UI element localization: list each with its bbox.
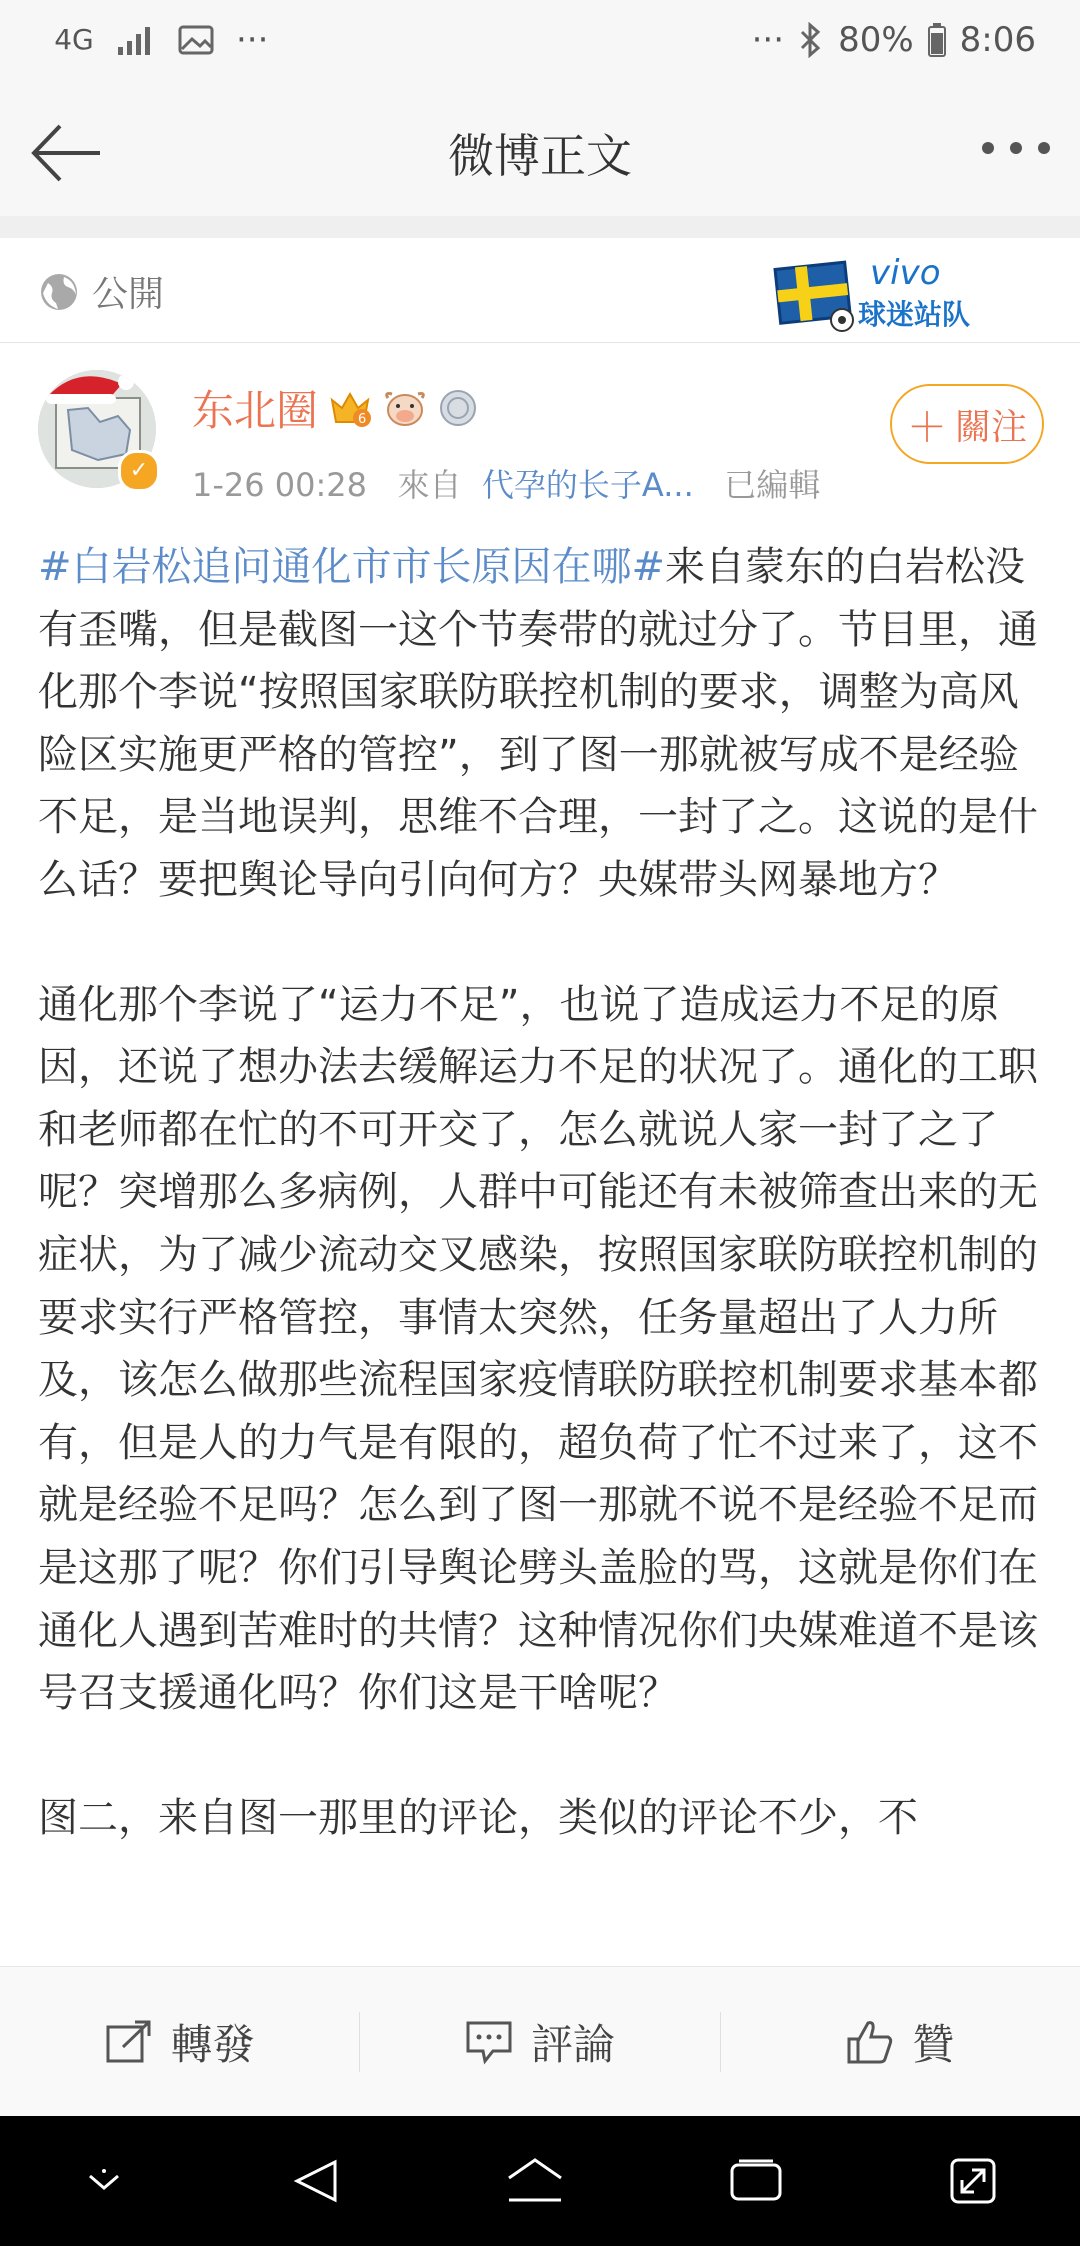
author-row [0,342,1080,512]
battery-percent: 80% [838,20,914,60]
ox-badge-icon [382,388,428,428]
source-prefix: 來自 [397,466,462,504]
image-icon [178,25,214,55]
post-content [38,536,1050,1849]
nav-bar [0,90,1080,216]
signal-icon [116,23,156,57]
repost-label: 轉發 [170,2020,255,2069]
edited-label: 已編輯 [724,466,821,504]
verified-badge-icon: ✓ [118,450,160,492]
notification-more: ··· [236,20,269,60]
recent-apps-icon[interactable] [729,2159,783,2203]
system-nav-bar [0,2116,1080,2246]
chevron-down-icon[interactable] [82,2166,126,2196]
follow-label: 關注 [954,406,1027,448]
section-divider [0,216,1080,238]
visibility-label: 公開 [92,274,165,315]
like-button[interactable] [721,2012,1080,2072]
medal-icon [438,388,478,428]
status-more: ··· [751,20,785,60]
vip-crown-icon [328,388,372,428]
badge-team: 球迷站队 [858,298,971,331]
back-arrow-icon[interactable] [28,118,104,188]
fullscreen-icon[interactable] [948,2156,998,2206]
battery-icon [928,23,946,57]
visibility-row [0,238,1080,343]
page-title: 微博正文 [448,129,632,183]
like-label: 贊 [912,2020,955,2069]
svg-text:6: 6 [358,412,367,427]
globe-icon [38,271,80,313]
post-paragraph-1 [38,536,1050,912]
home-icon[interactable] [505,2156,565,2206]
follow-button[interactable] [890,384,1044,464]
paragraph-1-text: 来自蒙东的白岩松没有歪嘴，但是截图一这个节奏带的就过分了。节目里，通化那个李说“按照国家联防联控机制的要求，调整为高风险区实施更严格的管控”，到了图一那就被写成不是经验不足，是当地误判，思维不合理，一封了之。这说的是什么话？要把舆论导向引向何方？央媒带头网暴地方？ [38,544,1038,903]
post-meta [192,460,820,506]
vivo-fan-team-badge[interactable] [770,248,992,338]
bluetooth-icon [798,22,824,58]
comment-label: 評論 [530,2020,615,2069]
status-bar [0,0,1080,90]
plus-icon: ＋ [906,404,947,451]
repost-button[interactable] [0,2012,359,2072]
post-source[interactable]: 代孕的长子A... [481,466,694,504]
post-paragraph-3: 图二，来自图一那里的评论，类似的评论不少，不 [38,1794,918,1841]
action-toolbar [0,1966,1080,2117]
comment-icon [465,2019,513,2065]
post-paragraph-2: 通化那个李说了“运力不足”，也说了造成运力不足的原因，还说了想办法去缓解运力不足的状况了。通化的工职和老师都在忙的不可开交了，怎么就说人家一封了之了呢？突增那么多病例，人群中可能还有未被筛查出来的无症状，为了减少流动交叉感染，按照国家联防联控机制的要求实行严格管控，事情太突然，任务量超出了人力所及，该怎么做那些流程国家疫情联防联控机制要求基本都有，但是人的力气是有限的，超负荷了忙不过来了，这不就是经验不足吗？怎么到了图一那就不说不是经验不足而是这那了呢？你们引导舆论劈头盖脸的骂，这就是你们在通化人遇到苦难时的共情？这种情况你们央媒难道不是该号召支援通化吗？你们这是干啥呢？ [38,981,1038,1717]
post-time: 1-26 00:28 [192,466,368,504]
clock: 8:06 [959,20,1036,60]
back-triangle-icon[interactable] [291,2156,341,2206]
badge-brand: vivo [870,253,941,293]
network-type: 4G [54,23,94,56]
more-options-icon[interactable] [982,142,1050,154]
author-name[interactable]: 东北圈 [192,386,319,435]
comment-button[interactable] [360,2012,719,2072]
hashtag-link[interactable]: #白岩松追问通化市市长原因在哪# [38,544,666,590]
repost-icon [105,2019,153,2065]
thumbs-up-icon [846,2019,894,2065]
